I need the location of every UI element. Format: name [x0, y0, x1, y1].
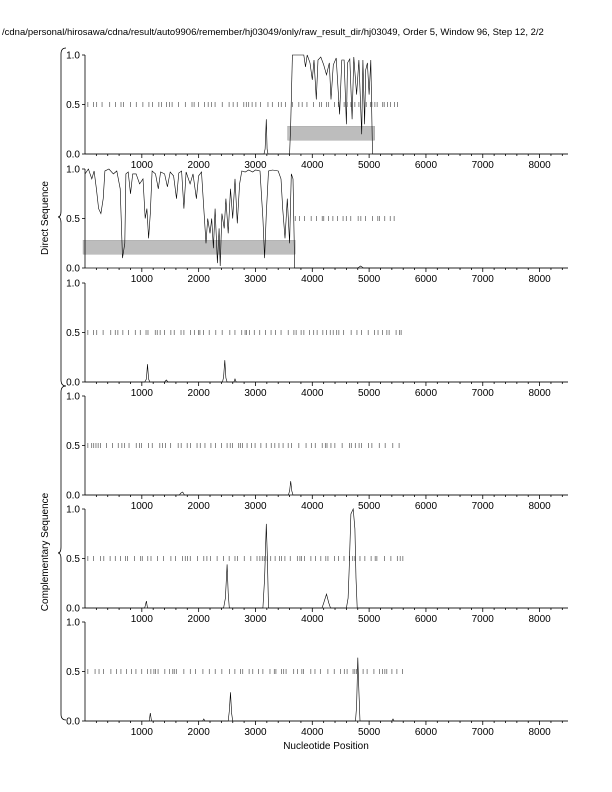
- x-tick-label: 5000: [357, 388, 381, 399]
- y-tick-label: 0.5: [66, 214, 80, 225]
- group-braces: [58, 48, 66, 720]
- x-tick-label: 5000: [357, 727, 381, 738]
- x-tick-label: 1000: [130, 614, 153, 625]
- x-tick-label: 1000: [130, 501, 153, 512]
- y-tick-label: 1.0: [66, 164, 80, 176]
- x-tick-label: 4000: [301, 274, 324, 285]
- marker-row: [295, 216, 394, 221]
- y-tick-label: 0.0: [66, 377, 80, 389]
- panel-5: [66, 505, 568, 626]
- y-tick-label: 0.0: [66, 149, 80, 161]
- x-tick-label: 2000: [187, 501, 210, 512]
- x-tick-label: 5000: [357, 501, 381, 512]
- x-tick-label: 1000: [130, 388, 153, 399]
- panel-4: [66, 392, 568, 513]
- y-tick-label: 1.0: [66, 504, 80, 516]
- x-tick-label: 3000: [244, 160, 267, 171]
- x-tick-label: 2000: [187, 388, 210, 399]
- x-tick-label: 7000: [471, 274, 494, 285]
- y-tick-label: 0.0: [66, 603, 80, 615]
- x-tick-label: 7000: [471, 614, 494, 625]
- x-tick-label: 3000: [244, 501, 267, 512]
- x-axis-label: Nucleotide Position: [283, 741, 369, 752]
- x-tick-label: 4000: [301, 727, 324, 738]
- x-tick-label: 3000: [244, 614, 267, 625]
- y-tick-label: 1.0: [66, 278, 80, 290]
- x-tick-label: 3000: [244, 388, 267, 399]
- group-label-complementary: Complementary Sequence: [40, 492, 51, 612]
- x-tick-label: 4000: [301, 388, 324, 399]
- x-tick-label: 1000: [130, 727, 153, 738]
- series-line: [85, 481, 568, 495]
- x-tick-label: 4000: [301, 160, 324, 171]
- x-tick-label: 2000: [187, 274, 210, 285]
- x-tick-label: 8000: [528, 388, 551, 399]
- y-tick-label: 0.5: [66, 554, 80, 565]
- y-tick-label: 1.0: [66, 50, 80, 62]
- chart-title: /cdna/personal/hirosawa/cdna/result/auto9906/remember/hj03049/only/raw_result_dir/hj03049, Order 5, Window 96, Step 12, 2/2: [2, 27, 544, 38]
- panels: [66, 51, 568, 739]
- x-tick-label: 8000: [528, 614, 551, 625]
- y-tick-label: 1.0: [66, 617, 80, 629]
- x-tick-label: 8000: [528, 274, 551, 285]
- marker-row: [88, 443, 399, 448]
- x-tick-label: 8000: [528, 727, 551, 738]
- brace-complementary: [58, 386, 66, 720]
- x-tick-label: 7000: [471, 388, 494, 399]
- x-tick-label: 4000: [301, 501, 324, 512]
- y-tick-label: 0.5: [66, 100, 80, 111]
- panel-2: [66, 165, 568, 286]
- series-line: [85, 360, 568, 382]
- x-tick-label: 3000: [244, 274, 267, 285]
- panel-1: [66, 51, 568, 172]
- x-tick-label: 7000: [471, 501, 494, 512]
- x-tick-label: 3000: [244, 727, 267, 738]
- y-tick-label: 0.0: [66, 263, 80, 275]
- series-line: [85, 658, 568, 721]
- x-tick-label: 2000: [187, 160, 210, 171]
- brace-direct: [58, 48, 66, 386]
- x-tick-label: 6000: [414, 160, 438, 171]
- x-tick-label: 1000: [130, 274, 153, 285]
- x-tick-label: 5000: [357, 614, 381, 625]
- x-tick-label: 5000: [357, 274, 381, 285]
- x-tick-label: 6000: [414, 727, 438, 738]
- y-tick-label: 0.5: [66, 328, 80, 339]
- orf-bar: [83, 240, 295, 254]
- x-tick-label: 1000: [130, 160, 153, 171]
- y-tick-label: 0.5: [66, 441, 80, 452]
- x-tick-label: 2000: [187, 727, 210, 738]
- x-tick-label: 8000: [528, 501, 551, 512]
- marker-row: [88, 330, 401, 335]
- panel-6: [66, 618, 568, 739]
- x-tick-label: 6000: [414, 274, 438, 285]
- marker-row: [88, 669, 403, 674]
- marker-row: [88, 102, 398, 107]
- x-tick-label: 5000: [357, 160, 381, 171]
- x-tick-label: 7000: [471, 160, 494, 171]
- group-label-direct: Direct Sequence: [40, 181, 51, 255]
- x-tick-label: 8000: [528, 160, 551, 171]
- x-tick-label: 6000: [414, 388, 438, 399]
- y-tick-label: 1.0: [66, 391, 80, 403]
- panel-3: [66, 279, 568, 400]
- x-tick-label: 4000: [301, 614, 324, 625]
- x-tick-label: 2000: [187, 614, 210, 625]
- x-tick-label: 7000: [471, 727, 494, 738]
- y-tick-label: 0.5: [66, 667, 80, 678]
- x-tick-label: 6000: [414, 501, 438, 512]
- x-tick-label: 6000: [414, 614, 438, 625]
- y-tick-label: 0.0: [66, 716, 80, 728]
- y-tick-label: 0.0: [66, 490, 80, 502]
